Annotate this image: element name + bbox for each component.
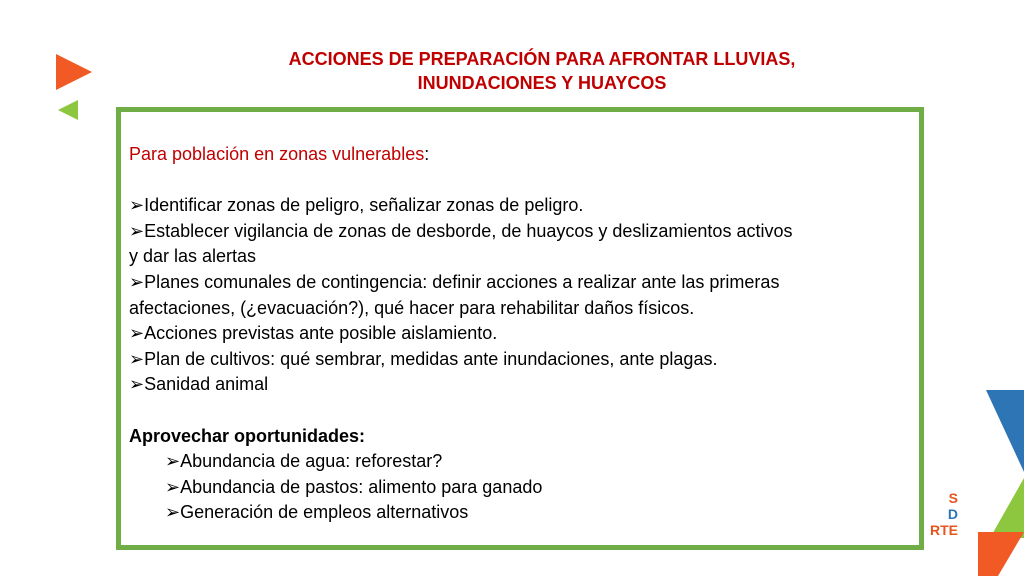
opportunities-heading: Aprovechar oportunidades: xyxy=(129,425,366,446)
logo-fragment xyxy=(930,490,958,538)
sub-list-item-text: Abundancia de pastos: alimento para ganado xyxy=(180,476,543,497)
bullet-arrow-icon: ➢ xyxy=(129,220,145,241)
bullet-arrow-icon: ➢ xyxy=(129,195,145,216)
spacer xyxy=(129,168,919,194)
intro-label: Para población en zonas vulnerables xyxy=(129,144,425,164)
list-item-text: Planes comunales de contingencia: definir acciones a realizar ante las primeras xyxy=(144,271,780,292)
play-arrow-icon xyxy=(54,52,94,92)
back-arrow-icon xyxy=(56,98,80,122)
list-item-text: Acciones previstas ante posible aislamiento. xyxy=(144,323,498,344)
sub-list-item xyxy=(129,449,919,475)
list-item xyxy=(129,321,919,347)
logo-line-1: S xyxy=(948,490,958,506)
list-item xyxy=(129,270,919,296)
logo-line-2: D xyxy=(947,506,958,522)
bullet-arrow-icon: ➢ xyxy=(129,348,145,369)
bullet-arrow-icon: ➢ xyxy=(129,323,145,344)
bullet-arrow-icon: ➢ xyxy=(129,374,145,395)
bullet-arrow-icon: ➢ xyxy=(165,476,181,497)
bullet-arrow-icon: ➢ xyxy=(129,271,145,292)
list-item-text: Establecer vigilancia de zonas de desborde, de huaycos y deslizamientos activos xyxy=(144,220,793,241)
sub-list-item-text: Generación de empleos alternativos xyxy=(180,502,469,523)
slide-title xyxy=(200,47,884,95)
title-line-1: ACCIONES DE PREPARACIÓN PARA AFRONTAR LLUVIAS, xyxy=(288,49,796,69)
list-item-text: Sanidad animal xyxy=(144,374,269,395)
list-item-text: Plan de cultivos: qué sembrar, medidas ante inundaciones, ante plagas. xyxy=(144,348,718,369)
list-item xyxy=(129,193,919,219)
intro-colon: : xyxy=(424,144,430,164)
list-item-continuation: afectaciones, (¿evacuación?), qué hacer para rehabilitar daños físicos. xyxy=(129,297,695,318)
intro-line xyxy=(129,142,919,168)
list-item-text: Identificar zonas de peligro, señalizar zonas de peligro. xyxy=(144,195,584,216)
spacer xyxy=(129,398,919,424)
list-item xyxy=(129,372,919,398)
content-frame xyxy=(116,107,924,550)
bullet-arrow-icon: ➢ xyxy=(165,502,181,523)
list-item-continuation: y dar las alertas xyxy=(129,246,257,267)
bullet-arrow-icon: ➢ xyxy=(165,451,181,472)
sub-list-item xyxy=(129,500,919,526)
title-line-2: INUNDACIONES Y HUAYCOS xyxy=(417,73,667,93)
decorative-triangles-graphic xyxy=(968,390,1024,576)
list-item xyxy=(129,219,919,245)
sub-list-item-text: Abundancia de agua: reforestar? xyxy=(180,451,443,472)
sub-list-item xyxy=(129,475,919,501)
list-item xyxy=(129,347,919,373)
logo-line-3: RTE xyxy=(930,522,958,538)
